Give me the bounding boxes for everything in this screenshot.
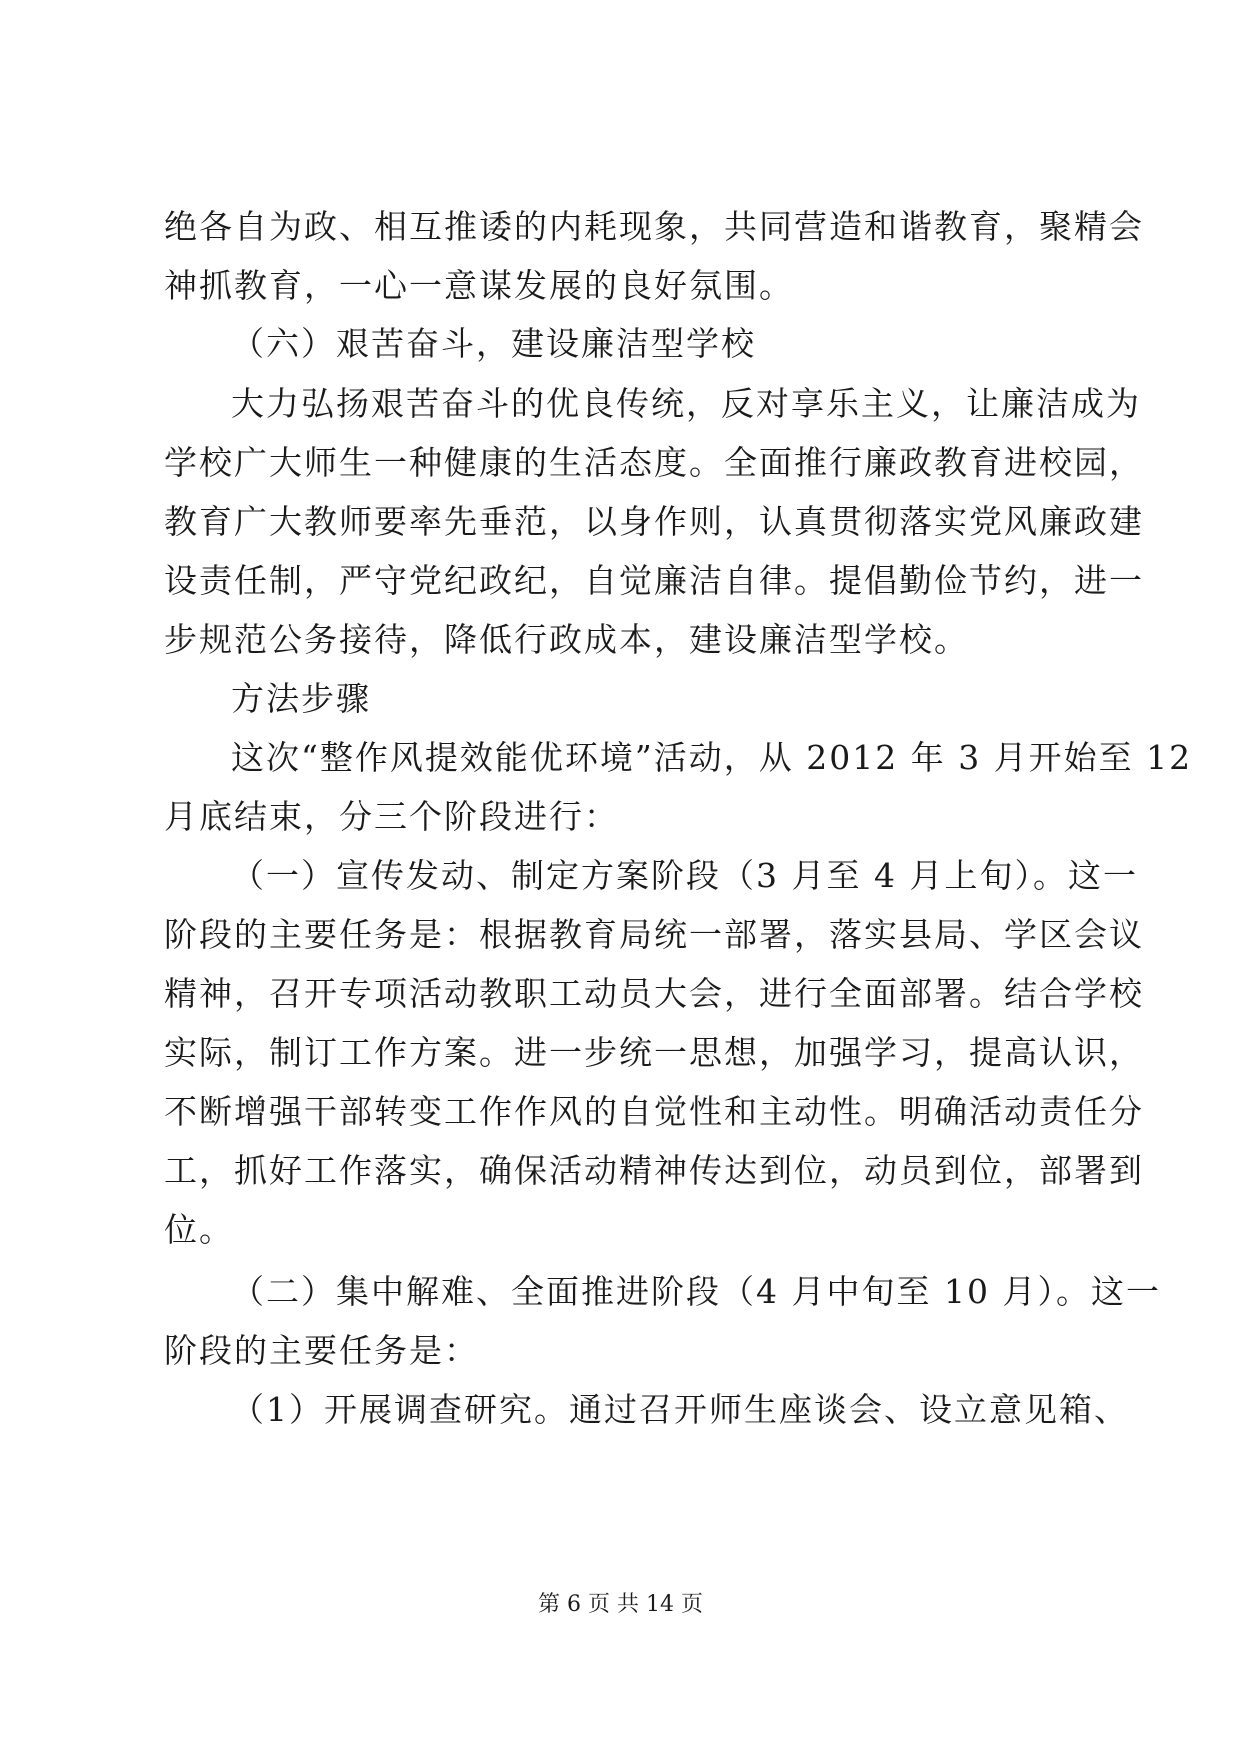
paragraph-line: 这次“整作风提效能优环境”活动，从 2012 年 3 月开始至 12 <box>231 738 1193 777</box>
paragraph-line: 位。 <box>164 1210 234 1249</box>
paragraph-line: 大力弘扬艰苦奋斗的优良传统，反对享乐主义，让廉洁成为 <box>231 384 1141 423</box>
paragraph-line: （1）开展调查研究。通过召开师生座谈会、设立意见箱、 <box>231 1390 1129 1429</box>
paragraph-line: 月底结束，分三个阶段进行： <box>164 797 619 836</box>
paragraph-line: （二）集中解难、全面推进阶段（4 月中旬至 10 月）。这一 <box>231 1272 1161 1311</box>
paragraph-line: 阶段的主要任务是：根据教育局统一部署，落实县局、学区会议 <box>164 915 1144 954</box>
paragraph-line: 工，抓好工作落实，确保活动精神传达到位，动员到位，部署到 <box>164 1151 1144 1190</box>
paragraph-line: 阶段的主要任务是： <box>164 1331 479 1370</box>
paragraph-line: 步规范公务接待，降低行政成本，建设廉洁型学校。 <box>164 620 969 659</box>
paragraph-line: 精神，召开专项活动教职工动员大会，进行全面部署。结合学校 <box>164 974 1144 1013</box>
paragraph-line: 设责任制，严守党纪政纪，自觉廉洁自律。提倡勤俭节约，进一 <box>164 561 1144 600</box>
paragraph-line: 不断增强干部转变工作作风的自觉性和主动性。明确活动责任分 <box>164 1092 1144 1131</box>
paragraph-line: 绝各自为政、相互推诿的内耗现象，共同营造和谐教育，聚精会 <box>164 207 1144 246</box>
section-heading: 方法步骤 <box>231 679 371 718</box>
paragraph-line: （一）宣传发动、制定方案阶段（3 月至 4 月上旬）。这一 <box>231 856 1138 895</box>
section-heading: （六）艰苦奋斗，建设廉洁型学校 <box>231 324 756 363</box>
paragraph-line: 学校广大师生一种健康的生活态度。全面推行廉政教育进校园， <box>164 443 1144 482</box>
page-footer: 第 6 页 共 14 页 <box>538 1592 703 1617</box>
paragraph-line: 教育广大教师要率先垂范，以身作则，认真贯彻落实党风廉政建 <box>164 502 1144 541</box>
paragraph-line: 实际，制订工作方案。进一步统一思想，加强学习，提高认识， <box>164 1033 1144 1072</box>
paragraph-line: 神抓教育，一心一意谋发展的良好氛围。 <box>164 266 794 305</box>
